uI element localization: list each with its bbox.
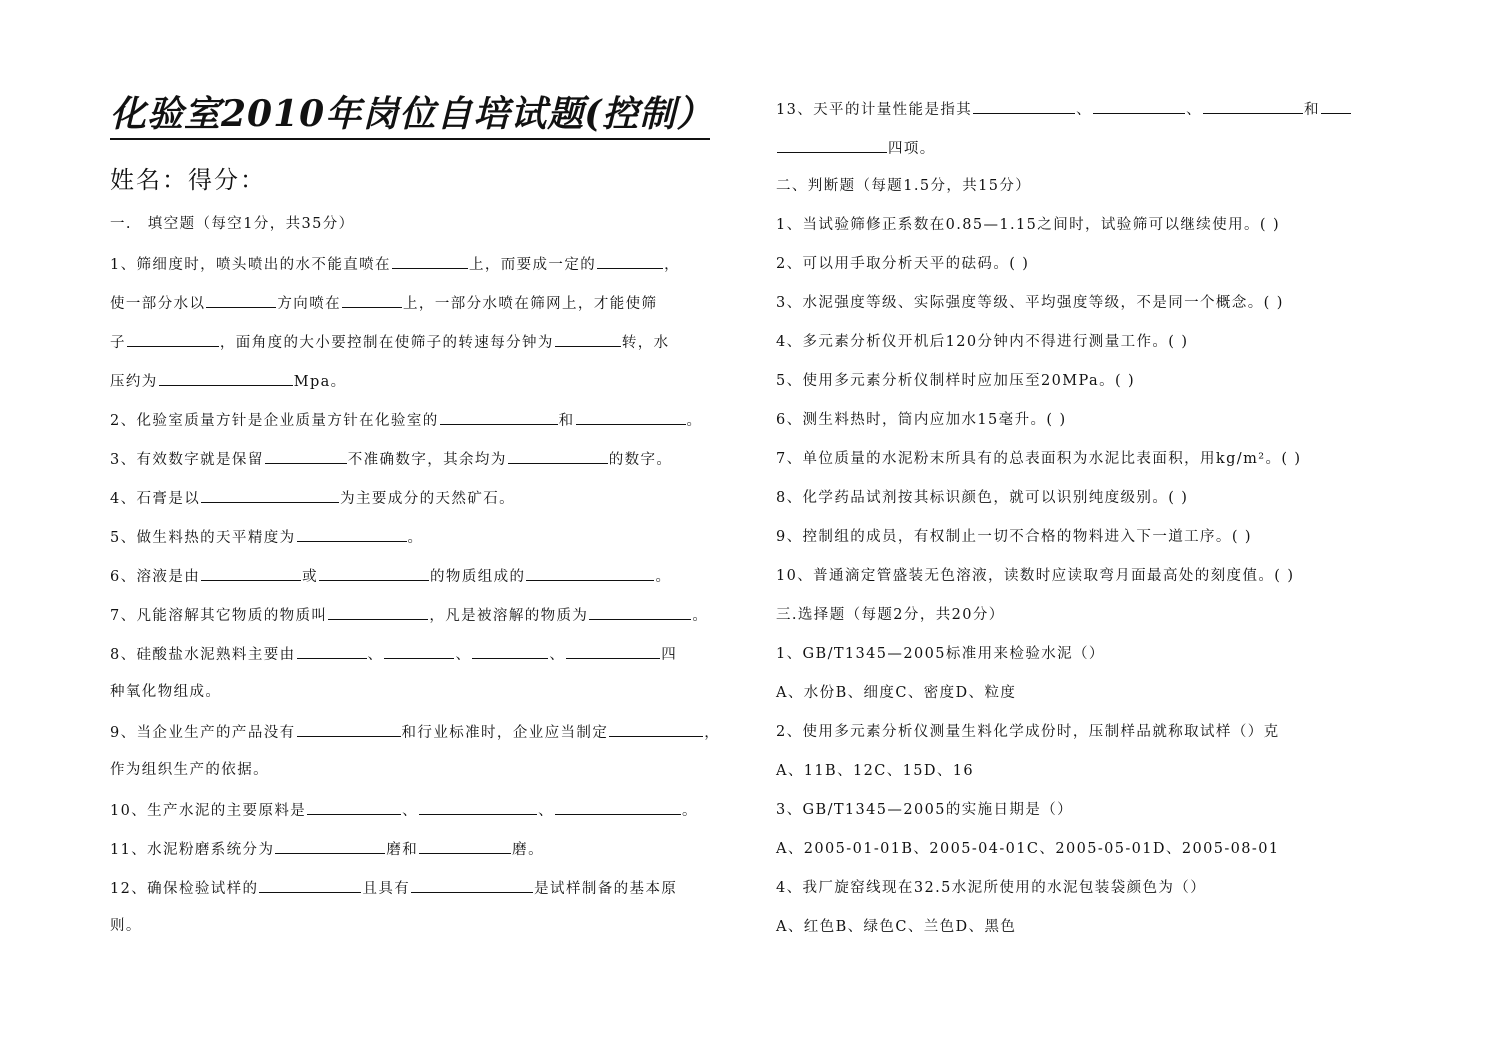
blank[interactable] <box>127 331 219 347</box>
question-8-line-1: 8、硅酸盐水泥熟料主要由 、 、 、 四 <box>110 643 677 665</box>
blank[interactable] <box>201 565 301 581</box>
blank[interactable] <box>342 292 402 308</box>
blank[interactable] <box>472 643 548 659</box>
choice-question: 2、使用多元素分析仪测量生料化学成份时，压制样品就称取试样（）克 <box>776 724 1280 740</box>
judge-item: 8、化学药品试剂按其标识颜色，就可以识别纯度级别。( ) <box>776 490 1189 506</box>
section1-heading: 一. 填空题（每空1分，共35分） <box>110 216 355 232</box>
blank[interactable] <box>555 799 681 815</box>
blank[interactable] <box>159 370 293 386</box>
name-score-line: 姓名：得分： <box>110 166 266 194</box>
blank[interactable] <box>201 487 339 503</box>
blank[interactable] <box>259 877 361 893</box>
question-1-line-2: 使一部分水以 方向喷在 上，一部分水喷在筛网上，才能使筛 <box>110 292 657 314</box>
choice-options: A、红色B、绿色C、兰色D、黑色 <box>776 919 1017 935</box>
choice-options: A、11B、12C、15D、16 <box>776 763 975 779</box>
question-1-line-3: 子 ，面角度的大小要控制在使筛子的转速每分钟为 转，水 <box>110 331 670 353</box>
blank[interactable] <box>265 448 347 464</box>
blank[interactable] <box>411 877 533 893</box>
blank[interactable] <box>555 331 621 347</box>
blank[interactable] <box>589 604 691 620</box>
blank[interactable] <box>419 838 511 854</box>
blank[interactable] <box>777 137 887 153</box>
judge-item: 5、使用多元素分析仪制样时应加压至20MPa。( ) <box>776 373 1136 389</box>
choice-question: 4、我厂旋窑线现在32.5水泥所使用的水泥包装袋颜色为（） <box>776 880 1207 896</box>
judge-item: 1、当试验筛修正系数在0.85—1.15之间时，试验筛可以继续使用。( ) <box>776 217 1281 233</box>
blank[interactable] <box>973 98 1075 114</box>
question-9-line-1: 9、当企业生产的产品没有 和行业标准时，企业应当制定 ， <box>110 721 720 743</box>
blank[interactable] <box>392 253 468 269</box>
question-6: 6、溶液是由 或 的物质组成的 。 <box>110 565 671 587</box>
blank[interactable] <box>319 565 429 581</box>
blank[interactable] <box>297 526 407 542</box>
blank[interactable] <box>275 838 385 854</box>
question-3: 3、有效数字就是保留 不准确数字，其余均为 的数字。 <box>110 448 672 470</box>
question-4: 4、石膏是以 为主要成分的天然矿石。 <box>110 487 515 509</box>
question-10: 10、生产水泥的主要原料是 、 、 。 <box>110 799 698 821</box>
blank[interactable] <box>576 409 686 425</box>
blank[interactable] <box>1321 98 1351 114</box>
judge-item: 6、测生料热时，筒内应加水15毫升。( ) <box>776 412 1067 428</box>
question-1-line-4: 压约为 Mpa。 <box>110 370 347 392</box>
question-13-line-1: 13、天平的计量性能是指其 、 、 和 <box>776 98 1352 120</box>
blank[interactable] <box>297 643 367 659</box>
blank[interactable] <box>1203 98 1303 114</box>
choice-question: 3、GB/T1345—2005的实施日期是（） <box>776 802 1074 818</box>
blank[interactable] <box>297 721 401 737</box>
judge-item: 10、普通滴定管盛装无色溶液，读数时应读取弯月面最高处的刻度值。( ) <box>776 568 1295 584</box>
blank[interactable] <box>566 643 660 659</box>
question-5: 5、做生料热的天平精度为 。 <box>110 526 423 548</box>
question-13-line-2: 四项。 <box>776 137 936 159</box>
question-12-line-2: 则。 <box>110 918 142 934</box>
blank[interactable] <box>508 448 608 464</box>
judge-item: 4、多元素分析仪开机后120分钟内不得进行测量工作。( ) <box>776 334 1189 350</box>
blank[interactable] <box>419 799 537 815</box>
blank[interactable] <box>1093 98 1185 114</box>
judge-item: 7、单位质量的水泥粉末所具有的总表面积为水泥比表面积，用kg/m²。( ) <box>776 451 1302 467</box>
page-title: 化验室2010年岗位自培试题(控制） <box>110 92 710 140</box>
judge-item: 3、水泥强度等级、实际强度等级、平均强度等级，不是同一个概念。( ) <box>776 295 1284 311</box>
question-1-line-1: 1、筛细度时，喷头喷出的水不能直喷在 上，而要成一定的 ， <box>110 253 680 275</box>
choice-question: 1、GB/T1345—2005标准用来检验水泥（） <box>776 646 1105 662</box>
question-7: 7、凡能溶解其它物质的物质叫 ，凡是被溶解的物质为 。 <box>110 604 708 626</box>
question-2: 2、化验室质量方针是企业质量方针在化验室的 和 。 <box>110 409 702 431</box>
question-8-line-2: 种氧化物组成。 <box>110 684 222 700</box>
blank[interactable] <box>206 292 276 308</box>
question-12-line-1: 12、确保检验试样的 且具有 是试样制备的基本原 <box>110 877 677 899</box>
section3-heading: 三.选择题（每题2分，共20分） <box>776 607 1005 623</box>
choice-options: A、2005-01-01B、2005-04-01C、2005-05-01D、2005-08-01 <box>776 841 1280 857</box>
blank[interactable] <box>384 643 454 659</box>
section2-heading: 二、判断题（每题1.5分，共15分） <box>776 178 1032 194</box>
blank[interactable] <box>307 799 401 815</box>
blank[interactable] <box>440 409 558 425</box>
blank[interactable] <box>526 565 654 581</box>
blank[interactable] <box>597 253 663 269</box>
judge-item: 9、控制组的成员，有权制止一切不合格的物料进入下一道工序。( ) <box>776 529 1252 545</box>
question-9-line-2: 作为组织生产的依据。 <box>110 762 269 778</box>
judge-item: 2、可以用手取分析天平的砝码。( ) <box>776 256 1030 272</box>
question-11: 11、水泥粉磨系统分为 磨和 磨。 <box>110 838 544 860</box>
choice-options: A、水份B、细度C、密度D、粒度 <box>776 685 1017 701</box>
blank[interactable] <box>609 721 703 737</box>
blank[interactable] <box>328 604 428 620</box>
